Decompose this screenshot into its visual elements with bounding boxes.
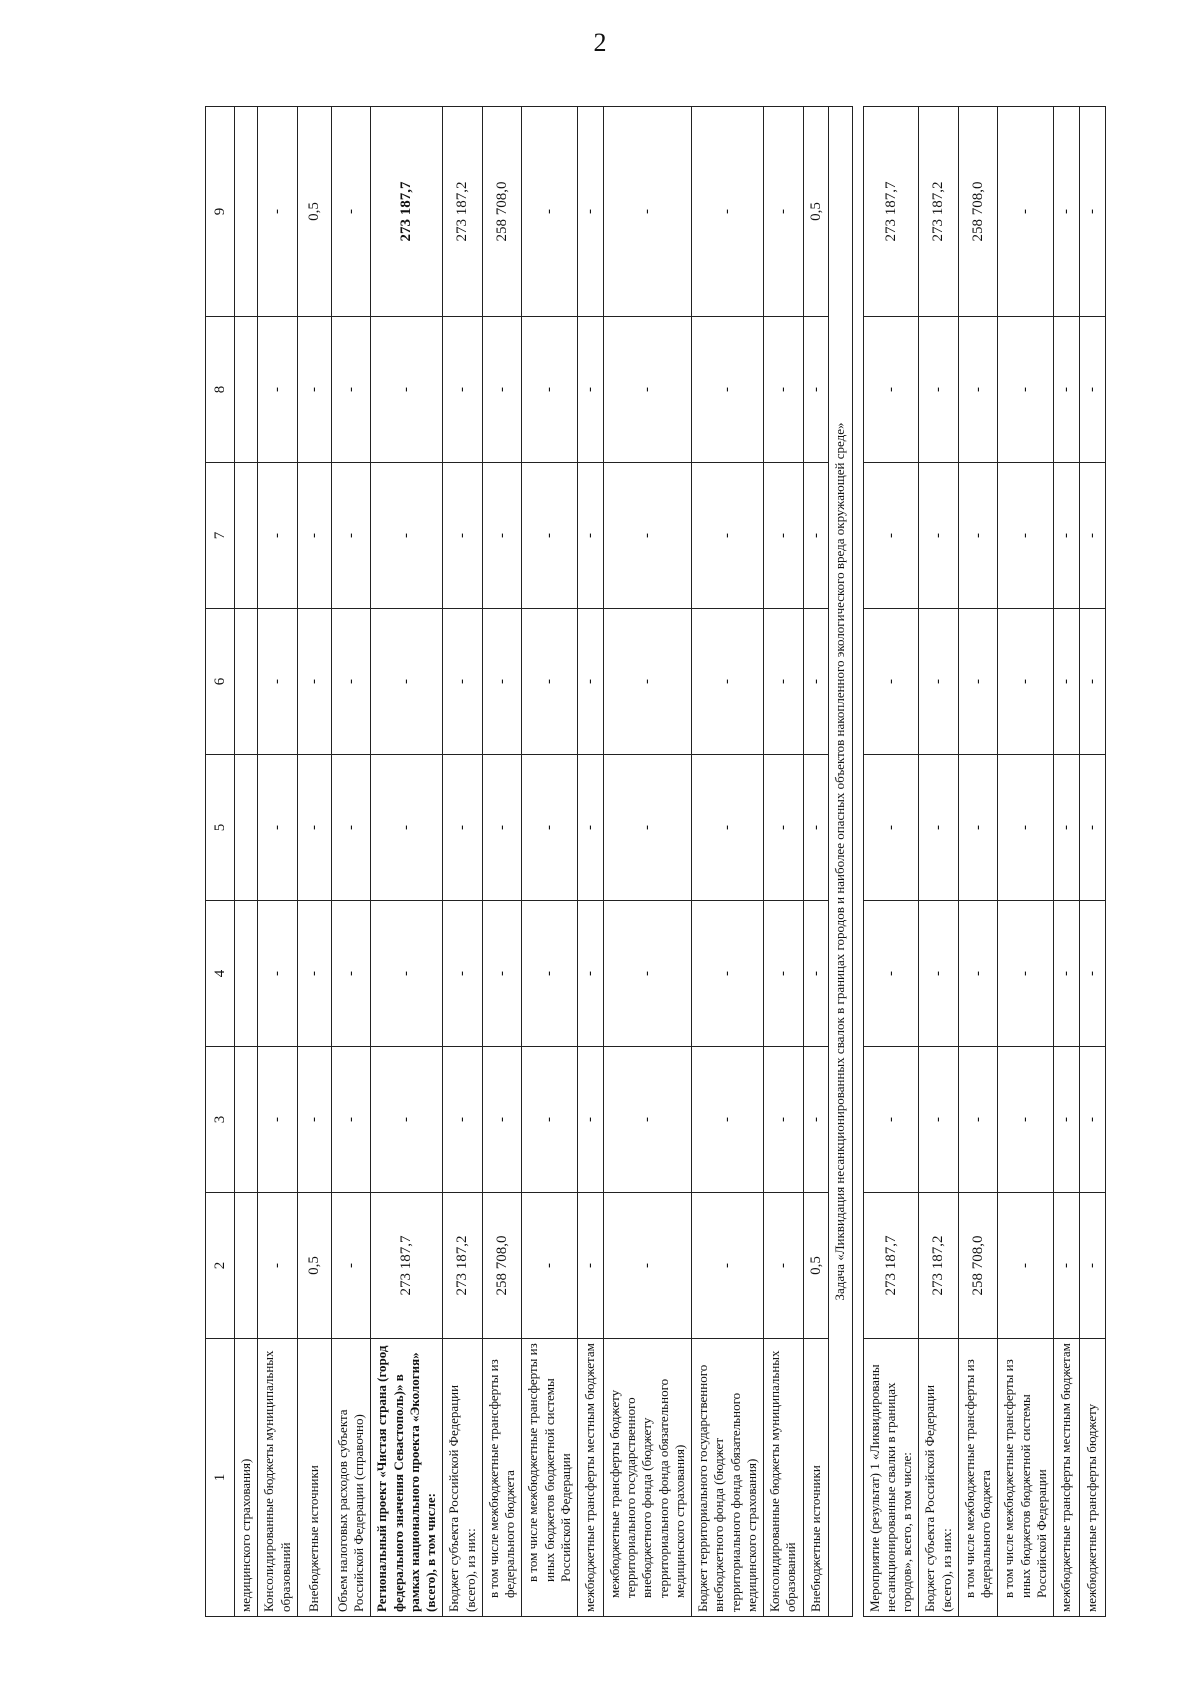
cell-value [235, 317, 258, 463]
cell-value: 0,5 [803, 107, 829, 317]
cell-value: - [863, 755, 919, 901]
cell-value: - [258, 755, 298, 901]
cell-value: - [522, 463, 578, 609]
cell-value: 273 187,2 [919, 107, 959, 317]
spacer-row [852, 107, 863, 1617]
cell-value: - [998, 609, 1054, 755]
cell-value: - [258, 609, 298, 755]
cell-value: - [297, 901, 331, 1047]
cell-value: - [919, 755, 959, 901]
cell-value: - [297, 609, 331, 755]
cell-value: - [692, 755, 764, 901]
cell-value: - [998, 1193, 1054, 1339]
cell-value: - [998, 755, 1054, 901]
cell-value: - [1054, 901, 1080, 1047]
budget-table [205, 106, 1106, 1617]
row-label: Внебюджетные источники [297, 1339, 331, 1617]
row-label: Мероприятие (результат) 1 «Ликвидированы несанкционированные свалки в границах городов», всего, в том числе: [863, 1339, 919, 1617]
cell-value: - [1054, 609, 1080, 755]
cell-value: - [522, 107, 578, 317]
cell-value: - [331, 107, 371, 317]
cell-value: - [803, 317, 829, 463]
cell-value: - [603, 317, 691, 463]
cell-value: 0,5 [803, 1193, 829, 1339]
cell-value [235, 901, 258, 1047]
cell-value: - [578, 107, 604, 317]
cell-value: 258 708,0 [958, 1193, 998, 1339]
table-row [764, 107, 804, 1617]
cell-value: - [692, 1047, 764, 1193]
col-header: 3 [206, 1047, 235, 1193]
section-title: Задача «Ликвидация несанкционированных свалок в границах городов и наиболее опасных объектов накопленного экологического вреда окружающей среде» [829, 107, 852, 1617]
row-label: Объем налоговых расходов субъекта Российской Федерации (справочно) [331, 1339, 371, 1617]
cell-value: - [258, 1193, 298, 1339]
cell-value: - [1079, 1047, 1105, 1193]
rotated-table-container [205, 107, 1100, 1617]
cell-value: - [764, 609, 804, 755]
table-row [482, 107, 522, 1617]
cell-value: - [371, 755, 443, 901]
table-row [1054, 107, 1080, 1617]
cell-value: - [443, 1047, 483, 1193]
cell-value: 273 187,2 [443, 107, 483, 317]
cell-value: - [482, 609, 522, 755]
row-label: межбюджетные трансферты местным бюджетам [1054, 1339, 1080, 1617]
cell-value: - [998, 901, 1054, 1047]
cell-value: - [764, 901, 804, 1047]
cell-value: - [331, 901, 371, 1047]
row-label: медицинского страхования) [235, 1339, 258, 1617]
cell-value: - [764, 463, 804, 609]
cell-value: - [258, 463, 298, 609]
cell-value: - [692, 463, 764, 609]
section-row [829, 107, 852, 1617]
col-header: 2 [206, 1193, 235, 1339]
row-label: межбюджетные трансферты местным бюджетам [578, 1339, 604, 1617]
cell-value: - [482, 755, 522, 901]
cell-value: - [692, 901, 764, 1047]
cell-value: - [1054, 1047, 1080, 1193]
cell-value: - [603, 1047, 691, 1193]
cell-value: - [998, 317, 1054, 463]
row-label: Внебюджетные источники [803, 1339, 829, 1617]
cell-value: - [371, 463, 443, 609]
table-row [258, 107, 298, 1617]
cell-value: - [803, 463, 829, 609]
cell-value: - [1054, 1193, 1080, 1339]
cell-value: - [578, 317, 604, 463]
cell-value: - [692, 317, 764, 463]
cell-value: - [258, 901, 298, 1047]
cell-value: - [331, 609, 371, 755]
cell-value: 273 187,2 [443, 1193, 483, 1339]
cell-value: 273 187,7 [863, 107, 919, 317]
cell-value: - [603, 755, 691, 901]
cell-value: - [578, 1047, 604, 1193]
spacer-cell [852, 107, 863, 1617]
col-header: 6 [206, 609, 235, 755]
cell-value: - [443, 755, 483, 901]
cell-value: 258 708,0 [958, 107, 998, 317]
cell-value: - [919, 901, 959, 1047]
cell-value: - [958, 463, 998, 609]
cell-value: - [919, 317, 959, 463]
cell-value [235, 755, 258, 901]
cell-value: - [297, 755, 331, 901]
cell-value: - [522, 755, 578, 901]
table-row [998, 107, 1054, 1617]
cell-value: - [297, 463, 331, 609]
cell-value: - [371, 317, 443, 463]
cell-value: - [331, 463, 371, 609]
table-row [371, 107, 443, 1617]
cell-value [235, 1193, 258, 1339]
cell-value: - [764, 755, 804, 901]
row-label: Консолидированные бюджеты муниципальных образований [258, 1339, 298, 1617]
cell-value: - [603, 609, 691, 755]
table-row [578, 107, 604, 1617]
col-header: 8 [206, 317, 235, 463]
cell-value: - [1054, 755, 1080, 901]
cell-value: - [1079, 317, 1105, 463]
cell-value: - [764, 1193, 804, 1339]
cell-value: - [371, 901, 443, 1047]
cell-value: - [863, 1047, 919, 1193]
cell-value: 273 187,7 [371, 107, 443, 317]
row-label: в том числе межбюджетные трансферты из иных бюджетов бюджетной системы Российской Федерации [998, 1339, 1054, 1617]
row-label: в том числе межбюджетные трансферты из федерального бюджета [958, 1339, 998, 1617]
cell-value: - [998, 1047, 1054, 1193]
col-header: 7 [206, 463, 235, 609]
cell-value: - [603, 463, 691, 609]
row-label: в том числе межбюджетные трансферты из иных бюджетов бюджетной системы Российской Федерации [522, 1339, 578, 1617]
col-header: 1 [206, 1339, 235, 1617]
cell-value: - [258, 317, 298, 463]
cell-value: - [692, 609, 764, 755]
row-label: Консолидированные бюджеты муниципальных образований [764, 1339, 804, 1617]
table-row [958, 107, 998, 1617]
cell-value: - [482, 1047, 522, 1193]
table-header-row [206, 107, 235, 1617]
cell-value: - [331, 317, 371, 463]
cell-value: - [803, 609, 829, 755]
table-row [803, 107, 829, 1617]
row-label: Региональный проект «Чистая страна (город федерального значения Севастополь)» в рамках национального проекта «Экология» (всего), в том числе: [371, 1339, 443, 1617]
cell-value: - [578, 609, 604, 755]
cell-value: - [1079, 901, 1105, 1047]
row-label: межбюджетные трансферты бюджету территориального государственного внебюджетного фонда (бюджету территориального фонда обязательного медицинского страхования) [603, 1339, 691, 1617]
table-row [235, 107, 258, 1617]
cell-value: - [692, 1193, 764, 1339]
cell-value: - [258, 1047, 298, 1193]
cell-value: - [919, 609, 959, 755]
cell-value: - [297, 317, 331, 463]
cell-value: 0,5 [297, 1193, 331, 1339]
cell-value: - [1079, 463, 1105, 609]
cell-value [235, 609, 258, 755]
cell-value [235, 463, 258, 609]
table-row [692, 107, 764, 1617]
cell-value: - [998, 463, 1054, 609]
cell-value: - [443, 609, 483, 755]
cell-value [235, 1047, 258, 1193]
cell-value: - [578, 901, 604, 1047]
cell-value: - [578, 755, 604, 901]
table-row [522, 107, 578, 1617]
cell-value: - [1054, 107, 1080, 317]
cell-value: - [863, 609, 919, 755]
cell-value: - [578, 463, 604, 609]
cell-value: - [522, 1047, 578, 1193]
row-label: Бюджет территориального государственного внебюджетного фонда (бюджет территориального фонда обязательного медицинского страхования) [692, 1339, 764, 1617]
cell-value: - [371, 609, 443, 755]
row-label: межбюджетные трансферты бюджету [1079, 1339, 1105, 1617]
cell-value: - [958, 901, 998, 1047]
cell-value: - [331, 1047, 371, 1193]
cell-value: - [482, 317, 522, 463]
row-label: в том числе межбюджетные трансферты из федерального бюджета [482, 1339, 522, 1617]
cell-value: - [443, 901, 483, 1047]
table-row [603, 107, 691, 1617]
cell-value: - [764, 1047, 804, 1193]
table-row [443, 107, 483, 1617]
cell-value: - [919, 1047, 959, 1193]
page-number: 2 [593, 28, 607, 57]
row-label: Бюджет субъекта Российской Федерации (всего), из них: [919, 1339, 959, 1617]
cell-value: - [603, 1193, 691, 1339]
cell-value: - [803, 1047, 829, 1193]
cell-value: - [297, 1047, 331, 1193]
col-header: 9 [206, 107, 235, 317]
cell-value: - [1054, 317, 1080, 463]
cell-value: - [1054, 463, 1080, 609]
cell-value: 273 187,2 [919, 1193, 959, 1339]
cell-value: - [863, 901, 919, 1047]
cell-value: - [443, 317, 483, 463]
table-row [863, 107, 919, 1617]
table-row [919, 107, 959, 1617]
cell-value: - [1079, 1193, 1105, 1339]
cell-value: - [1079, 609, 1105, 755]
cell-value: - [331, 755, 371, 901]
cell-value: - [764, 317, 804, 463]
cell-value: - [603, 901, 691, 1047]
cell-value: - [371, 1047, 443, 1193]
cell-value: - [522, 609, 578, 755]
cell-value: - [443, 463, 483, 609]
cell-value: - [803, 755, 829, 901]
cell-value: - [958, 755, 998, 901]
cell-value: - [1079, 107, 1105, 317]
cell-value: - [522, 1193, 578, 1339]
cell-value: - [258, 107, 298, 317]
cell-value: - [578, 1193, 604, 1339]
cell-value: - [764, 107, 804, 317]
cell-value: 258 708,0 [482, 107, 522, 317]
cell-value: - [482, 901, 522, 1047]
cell-value: 0,5 [297, 107, 331, 317]
table-row [297, 107, 331, 1617]
cell-value: - [692, 107, 764, 317]
col-header: 5 [206, 755, 235, 901]
col-header: 4 [206, 901, 235, 1047]
cell-value [235, 107, 258, 317]
row-label: Бюджет субъекта Российской Федерации (всего), из них: [443, 1339, 483, 1617]
cell-value: - [331, 1193, 371, 1339]
cell-value: - [1079, 755, 1105, 901]
cell-value: - [863, 317, 919, 463]
cell-value: - [919, 463, 959, 609]
cell-value: - [482, 463, 522, 609]
cell-value: - [803, 901, 829, 1047]
cell-value: - [522, 317, 578, 463]
cell-value: - [958, 1047, 998, 1193]
cell-value: 258 708,0 [482, 1193, 522, 1339]
cell-value: - [958, 317, 998, 463]
cell-value: - [998, 107, 1054, 317]
cell-value: 273 187,7 [371, 1193, 443, 1339]
cell-value: - [958, 609, 998, 755]
table-row [331, 107, 371, 1617]
cell-value: - [522, 901, 578, 1047]
cell-value: - [603, 107, 691, 317]
cell-value: - [863, 463, 919, 609]
table-row [1079, 107, 1105, 1617]
cell-value: 273 187,7 [863, 1193, 919, 1339]
